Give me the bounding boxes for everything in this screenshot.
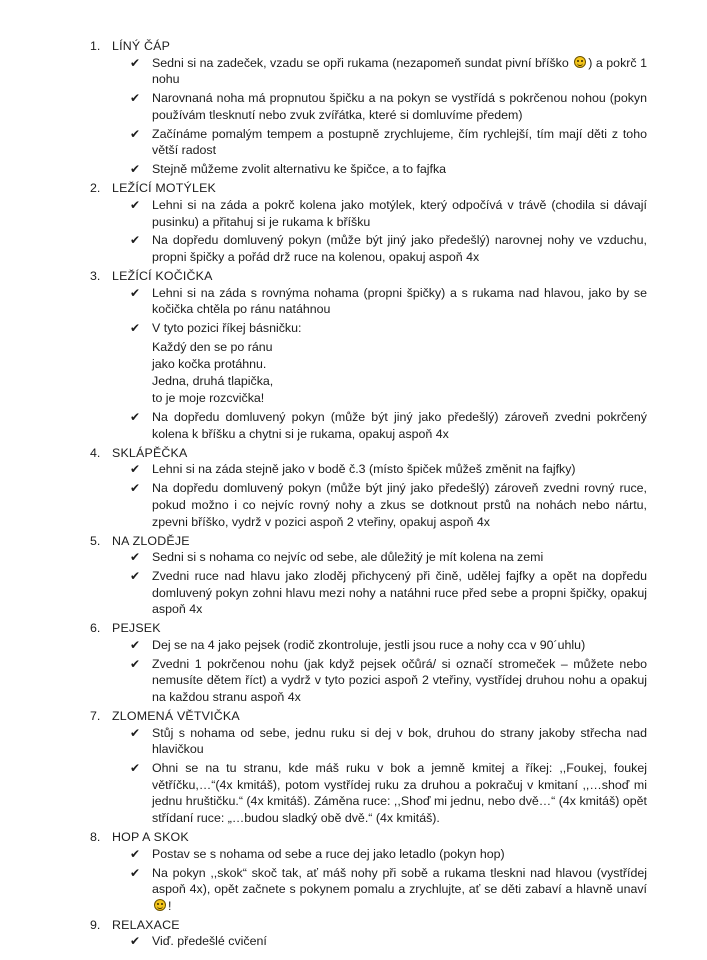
step-body [152,55,647,88]
exercise-section [90,38,647,178]
checkmark-icon: ✔ [130,233,141,248]
exercise-heading [90,268,647,285]
exercise-section [90,620,647,705]
step-body [152,637,647,654]
step-text-after: ! [168,898,172,913]
exercise-title: HOP A SKOK [112,829,189,844]
exercise-number: 6. [90,621,101,636]
step-text: Postav se s nohama od sebe a ruce dej jako letadlo (pokyn hop) [152,846,505,861]
poem-line: Každý den se po ránu [152,339,273,354]
exercise-steps [130,549,647,618]
step-text: Zvedni ruce nad hlavu jako zloděj přichycený při čině, udělej fajfky a opět na dopředu domluvený pokyn zohni hlavu mezi nohy a natáhni ruce před sebe a propni špičky, opakuj aspoň 4x [152,569,647,617]
step-item [130,933,647,950]
step-text: Na dopředu domluvený pokyn (může být jiný jako předešlý) zároveň zvedni pokrčený kolena k bříšku a chytni si je rukama, opakuj aspoň 4x [152,410,647,441]
checkmark-icon: ✔ [130,656,141,671]
step-item [130,320,647,407]
exercise-title: LÍNÝ ČÁP [112,39,171,53]
checkmark-icon: ✔ [130,865,141,880]
exercise-number: 8. [90,829,101,844]
exercise-number: 5. [90,533,101,548]
step-item [130,480,647,530]
exercise-steps [130,933,647,950]
exercise-heading [90,533,647,550]
step-item [130,409,647,442]
exercise-title: ZLOMENÁ VĚTVIČKA [112,709,240,724]
step-item [130,126,647,159]
exercise-section [90,533,647,618]
poem-line: jako kočka protáhnu. [152,356,267,371]
checkmark-icon: ✔ [130,550,141,565]
step-body [152,285,647,318]
step-text-after: ) a pokrč 1 nohu [152,55,647,87]
step-item [130,232,647,265]
step-item [130,725,647,758]
exercise-steps [130,846,647,915]
exercise-steps [130,285,647,443]
exercise-number: 3. [90,269,101,284]
step-body [152,846,647,863]
step-text: Stůj s nohama od sebe, jednu ruku si dej v bok, druhou do strany jakoby střecha nad hlavičkou [152,725,647,757]
checkmark-icon: ✔ [130,934,141,949]
step-body [152,197,647,230]
step-text: Stejně můžeme zvolit alternativu ke špičce, a to fajfka [152,162,447,177]
step-text: Na dopředu domluvený pokyn (může být jiný jako předešlý) narovnej nohy ve vzduchu, propni špičky a pořád drž ruce na kolenou, opakuj aspoň 4x [152,233,647,265]
exercise-section [90,917,647,950]
exercise-section [90,829,647,914]
checkmark-icon: ✔ [130,637,141,652]
exercise-steps [130,725,647,827]
step-item [130,549,647,566]
step-body [152,90,647,123]
step-item [130,285,647,318]
step-text: Ohni se na tu stranu, kde máš ruku v bok a jemně kmitej a říkej: ,,Foukej, foukej větříčku,…“(4x kmitáš), potom vystřídej ruku za druhou a pokračuj v kmitaní ,,…shoď mi jednu hruštičku.“ (4x kmitáš). Záměna ruce: ,,Shoď mi jednu, nebo dvě…“ (4x kmitáš) opět střídaní ruce: „…budou sladký obě dvě.“ (4x kmitáš). [152,761,647,825]
step-text: Narovnaná noha má propnutou špičku a na pokyn se vystřídá s pokrčenou nohou (pokyn používám tlesknutí nebo zvuk zvířátka, které si domluvíme předem) [152,91,647,122]
step-body [152,549,647,566]
step-text: Viď. předešlé cvičení [152,934,267,949]
exercise-steps [130,637,647,706]
smiley-icon [154,899,166,911]
checkmark-icon: ✔ [130,481,141,496]
exercise-heading [90,829,647,846]
exercise-number: 4. [90,445,101,460]
exercise-title: LEŽÍCÍ KOČIČKA [112,269,213,284]
checkmark-icon: ✔ [130,725,141,740]
step-item [130,846,647,863]
exercise-number: 9. [90,917,101,932]
step-item [130,197,647,230]
step-text: Lehni si na záda a pokrč kolena jako motýlek, který odpočívá v trávě (chodila si dávají pusinku) a přitahuj si je rukama k bříšku [152,197,647,229]
step-body [152,232,647,265]
step-body [152,409,647,442]
step-item [130,656,647,706]
step-item [130,637,647,654]
checkmark-icon: ✔ [130,126,141,141]
step-text: V tyto pozici říkej básničku: [152,321,302,336]
exercise-heading [90,620,647,637]
step-item [130,760,647,826]
step-body [152,461,647,478]
exercise-steps [130,461,647,530]
exercise-heading [90,917,647,934]
exercise-steps [130,55,647,178]
step-item [130,90,647,123]
step-item [130,461,647,478]
exercise-section [90,708,647,827]
exercise-heading [90,180,647,197]
step-text: Na pokyn ,,skok“ skoč tak, ať máš nohy při sobě a rukama tleskni nad hlavou (vystřídej aspoň 4x), opět začnete s pokynem pomalu a zrychlujte, ať se děti zabaví a hlavně unaví [152,865,647,897]
exercise-title: SKLÁPĚČKA [112,445,188,460]
step-body [152,725,647,758]
step-text: Začínáme pomalým tempem a postupně zrychlujeme, čím rychlejší, tím mají děti z toho větší radost [152,126,647,158]
exercise-section [90,180,647,265]
exercise-number: 7. [90,709,101,724]
step-item [130,568,647,618]
poem-line: to je moje rozcvička! [152,390,265,405]
exercise-heading [90,38,647,55]
poem [152,339,647,407]
checkmark-icon: ✔ [130,569,141,584]
exercise-section [90,268,647,442]
step-text: Lehni si na záda s rovnýma nohama (propni špičky) a s rukama nad hlavou, jako by se kočička chtěla po ránu natáhnou [152,285,647,317]
checkmark-icon: ✔ [130,91,141,106]
step-item [130,865,647,915]
checkmark-icon: ✔ [130,410,141,425]
step-body [152,320,647,407]
checkmark-icon: ✔ [130,462,141,477]
step-body [152,480,647,530]
checkmark-icon: ✔ [130,55,141,70]
checkmark-icon: ✔ [130,197,141,212]
step-body [152,865,647,915]
checkmark-icon: ✔ [130,162,141,177]
step-body [152,568,647,618]
exercise-title: NA ZLODĚJE [112,533,190,548]
exercise-heading [90,445,647,462]
exercise-number: 2. [90,181,101,196]
checkmark-icon: ✔ [130,321,141,336]
step-item [130,161,647,178]
exercise-title: PEJSEK [112,621,161,636]
checkmark-icon: ✔ [130,285,141,300]
step-text: Sedni si s nohama co nejvíc od sebe, ale důležitý je mít kolena na zemi [152,550,544,565]
step-text: Zvedni 1 pokrčenou nohu (jak když pejsek očůrá/ si označí stromeček – můžete nebo nemusíte dětem říct) a vydrž v tyto pozici aspoň 2 vteřiny, vystřídej druhou nohu a opakuj na každou stranu aspoň 4x [152,656,647,705]
exercise-steps [130,197,647,266]
exercise-title: RELAXACE [112,917,180,932]
step-body [152,656,647,706]
step-text: Na dopředu domluvený pokyn (může být jiný jako předešlý) zároveň zvedni rovný ruce, pokud možno i co nejvíc rovný nohy a zkus se dotknout prstů na nohách nebo nártu, zpevni bříško, vydrž v pozici aspoň 2 vteřiny, opakuj aspoň 4x [152,481,647,529]
smiley-icon [574,56,586,68]
exercise-section [90,445,647,530]
exercise-number: 1. [90,39,101,53]
step-text: Lehni si na záda stejně jako v bodě č.3 (místo špiček můžeš změnit na fajfky) [152,462,576,477]
exercise-heading [90,708,647,725]
step-item [130,55,647,88]
checkmark-icon: ✔ [130,761,141,776]
checkmark-icon: ✔ [130,846,141,861]
poem-line: Jedna, druhá tlapička, [152,373,274,388]
step-body [152,760,647,826]
step-body [152,126,647,159]
step-body [152,161,647,178]
step-text: Dej se na 4 jako pejsek (rodič zkontroluje, jestli jsou ruce a nohy cca v 90´uhlu) [152,637,586,652]
exercise-title: LEŽÍCÍ MOTÝLEK [112,181,217,196]
step-text: Sedni si na zadeček, vzadu se opři rukama (nezapomeň sundat pivní bříško [152,55,569,70]
step-body [152,933,647,950]
